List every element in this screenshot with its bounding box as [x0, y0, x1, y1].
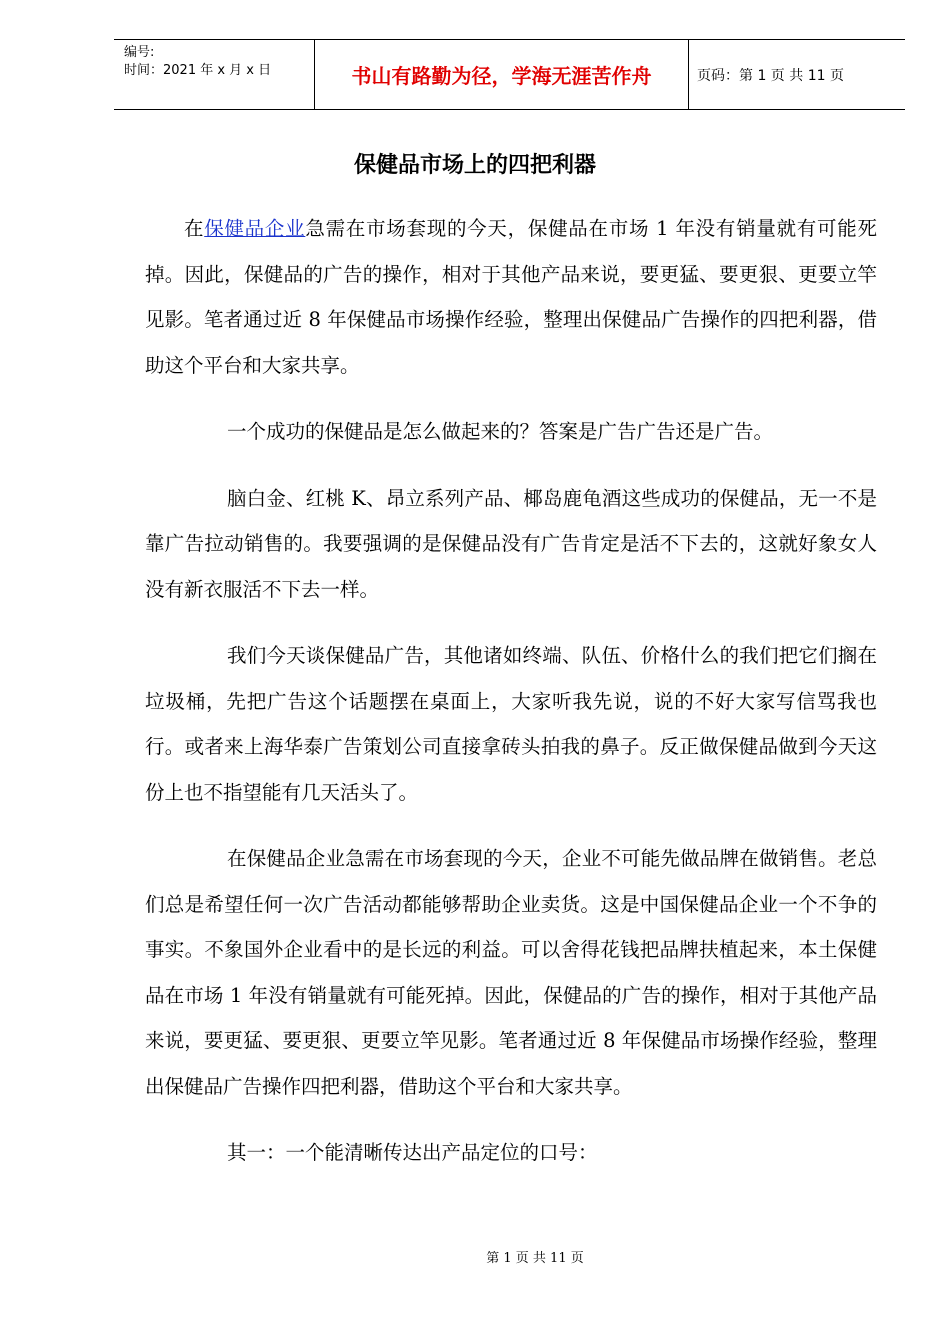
paragraph — [145, 206, 877, 388]
document-title: 保健品市场上的四把利器 — [353, 152, 596, 178]
paragraph-text: 急需在市场套现的今天，保健品在市场 1 年没有销量就有可能死掉。因此，保健品的广告的操作，相对于其他产品来说，要更猛、要更狠、更要立竿见影。笔者通过近 8 年保健品市场操作经验，整理出保健品广告操作的四把利器，借助这个平台和大家共享。 — [145, 217, 877, 377]
page-footer: 第 1 页 共 11 页 — [486, 1251, 584, 1266]
paragraph-text: 在 — [184, 217, 205, 240]
paragraph: 脑白金、红桃 K、昂立系列产品、椰岛鹿龟酒这些成功的保健品，无一不是靠广告拉动销售的。我要强调的是保健品没有广告肯定是活不下去的，这就好象女人没有新衣服活不下去一样。 — [145, 486, 877, 601]
paragraph: 在保健品企业急需在市场套现的今天，企业不可能先做品牌在做销售。老总们总是希望任何一次广告活动都能够帮助企业卖货。这是中国保健品企业一个不争的事实。不象国外企业看中的是长远的利益。可以舍得花钱把品牌扶植起来，本土保健品在市场 1 年没有销量就有可能死掉。因此，保健品的广告的操作，相对于其他产品来说，要更猛、要更狠、更要立竿见影。笔者通过近 8 年保健品市场操作经验，整理出保健品广告操作四把利器，借助这个平台和大家共享。 — [145, 847, 877, 1098]
header-motto: 书山有路勤为径，学海无涯苦作舟 — [315, 40, 689, 109]
header-meta — [114, 40, 315, 109]
company-link[interactable]: 保健品企业 — [204, 217, 306, 240]
number-label: 编号: — [124, 45, 155, 60]
paragraph: 一个成功的保健品是怎么做起来的？答案是广告广告还是广告。 — [227, 420, 774, 443]
time-label: 时间：2021 年 x 月 x 日 — [124, 63, 272, 78]
paragraph: 我们今天谈保健品广告，其他诸如终端、队伍、价格什么的我们把它们搁在垃圾桶，先把广告这个话题摆在桌面上，大家听我先说，说的不好大家写信骂我也行。或者来上海华泰广告策划公司直接拿砖头拍我的鼻子。反正做保健品做到今天这份上也不指望能有几天活头了。 — [145, 644, 877, 804]
document-body — [145, 206, 877, 1197]
document-header — [114, 39, 905, 110]
header-page-info: 页码：第 1 页 共 11 页 — [697, 67, 844, 84]
paragraph: 其一：一个能清晰传达出产品定位的口号： — [227, 1141, 598, 1164]
